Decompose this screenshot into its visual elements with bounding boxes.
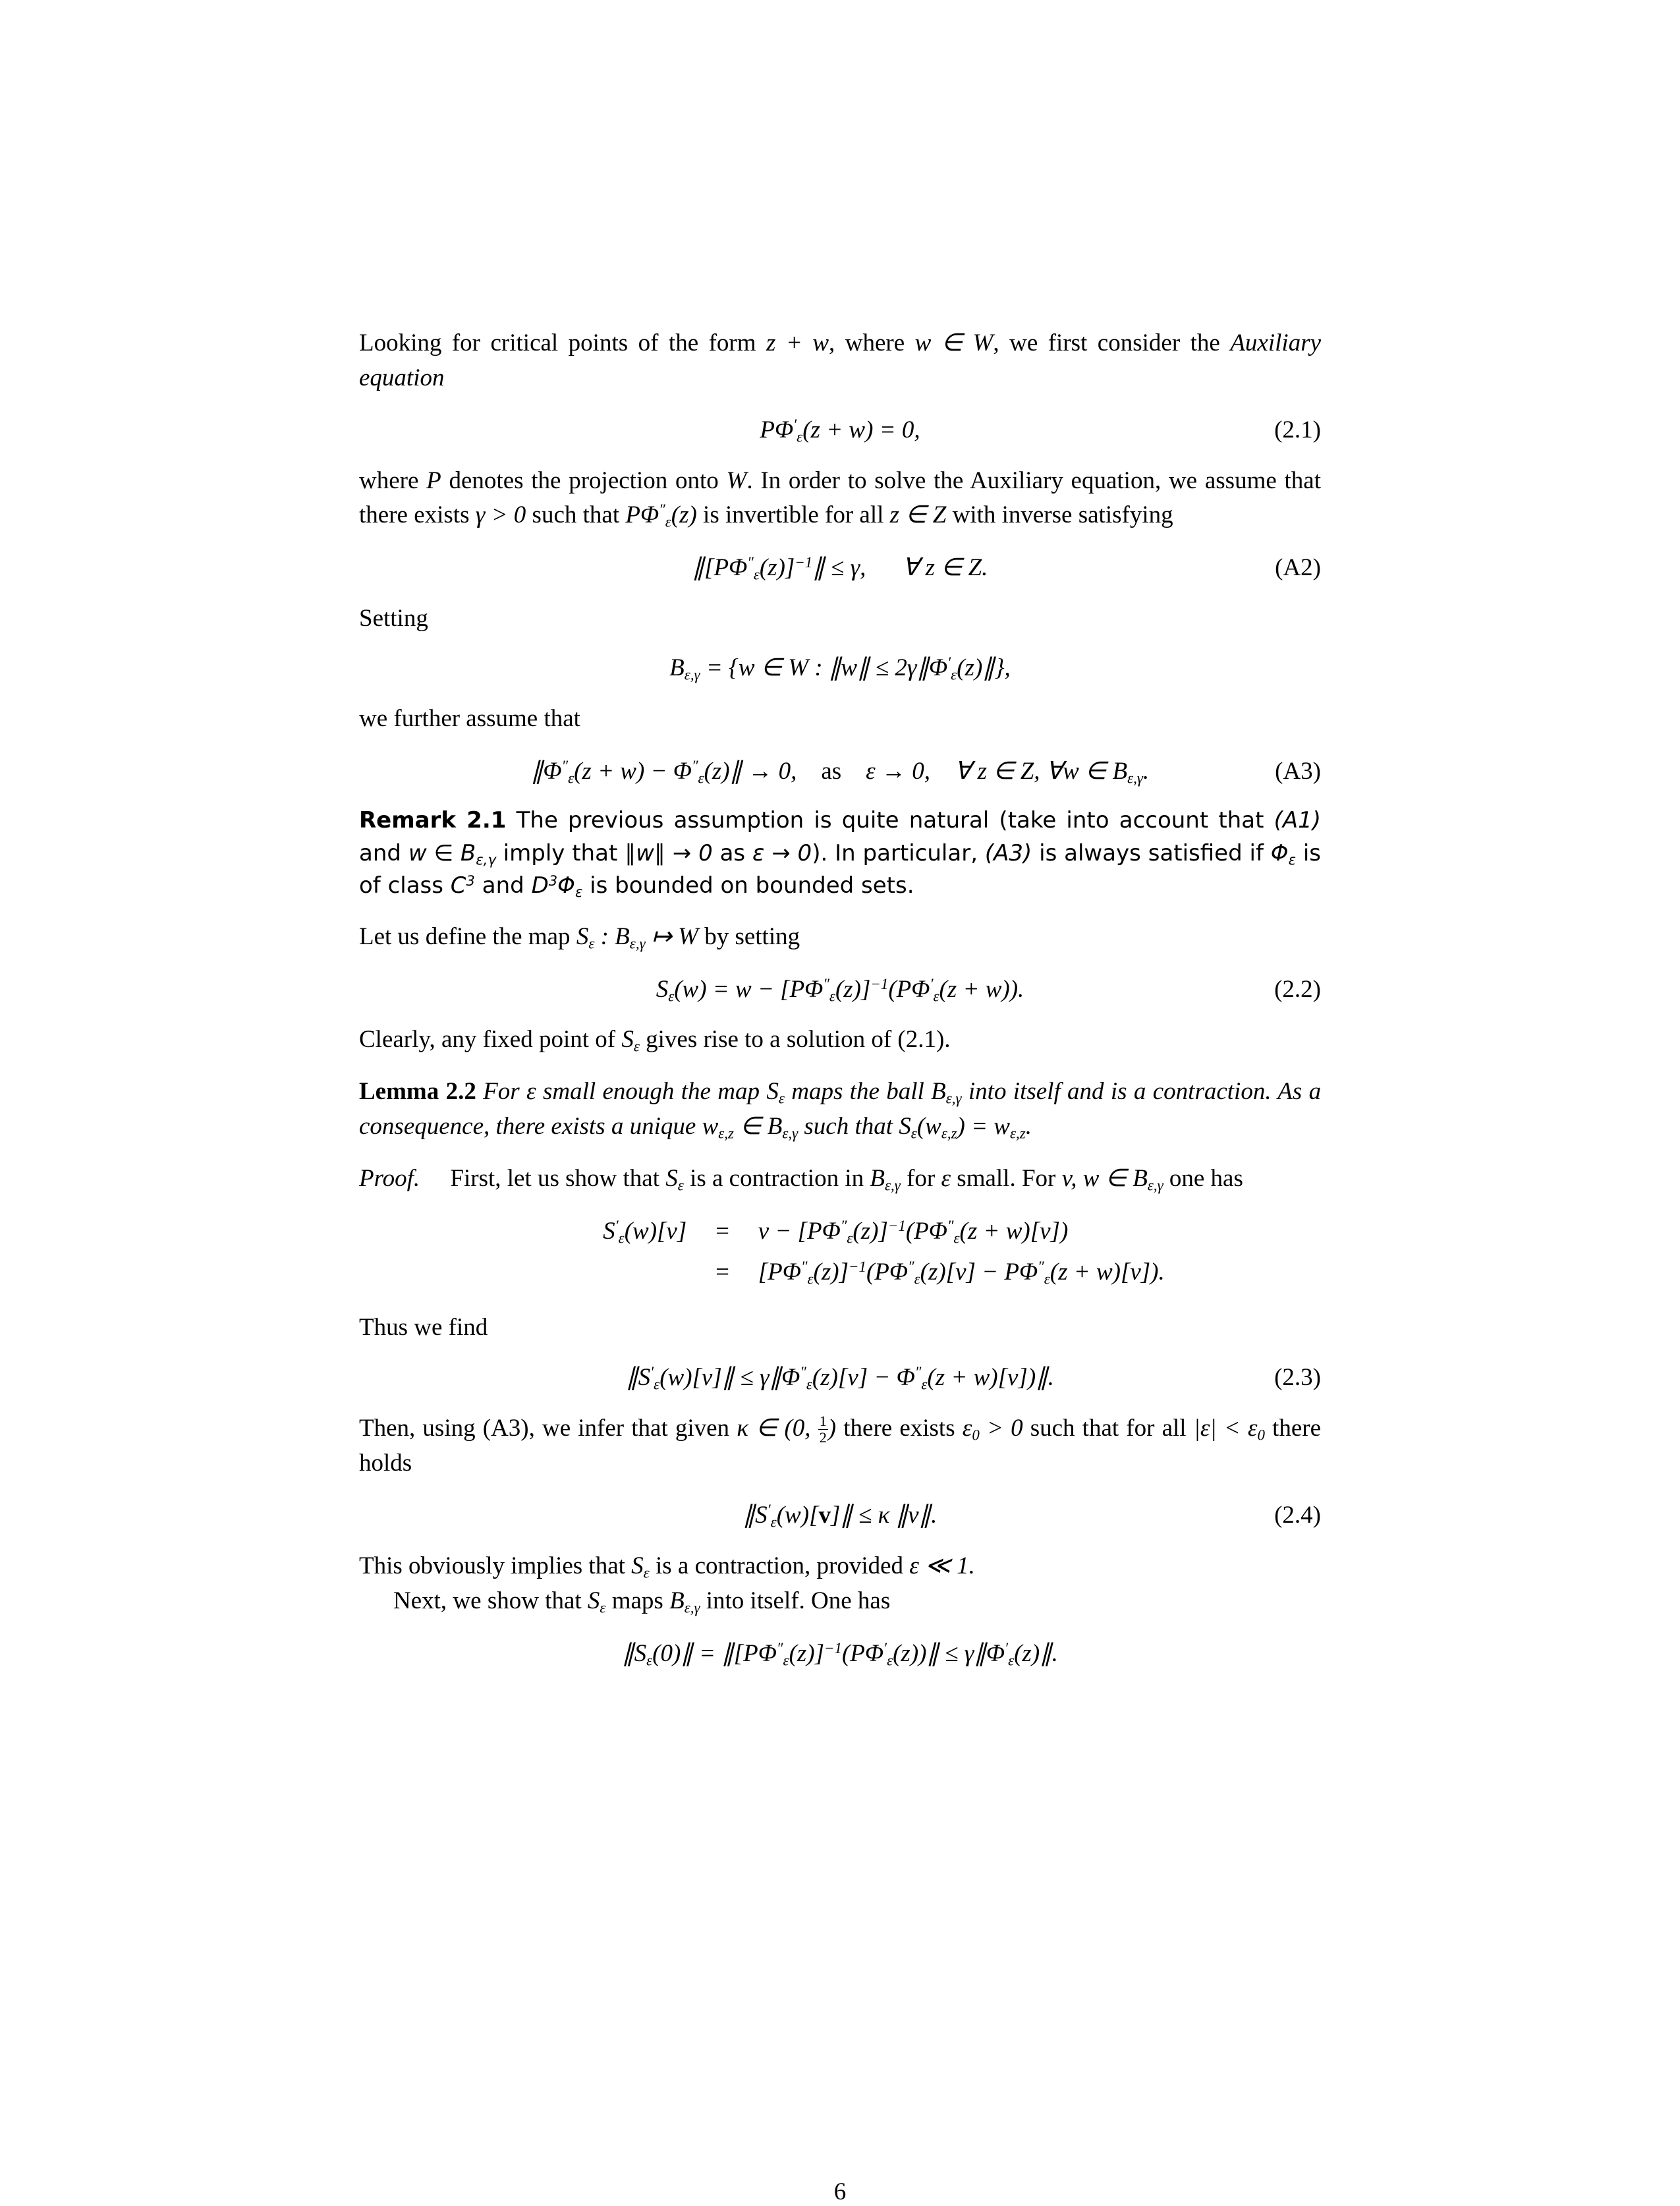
math-kappa-interval: κ ∈ (0, $\frac{1}{2}$ ) — [737, 1413, 837, 1446]
equation-body: $S_\varepsilon(w) = w - [P\Phi''_\varepsilon(z)]^{-1}(P\Phi'_\varepsilon(z + w))$. — [656, 975, 1024, 1004]
math-ball: $B_{\varepsilon,\gamma}$ — [931, 1078, 962, 1107]
text-run: Thus we find — [359, 1314, 488, 1342]
math-w-in-B: w ∈ $B_{\varepsilon,\gamma}$ — [408, 839, 496, 868]
text-run: imply that — [503, 839, 618, 866]
paragraph-projection — [359, 464, 1321, 534]
text-run: there holds — [359, 1414, 1322, 1477]
equation-body: $B_{\varepsilon,\gamma} = \{w$ ∈ W : ∥w∥ ≤ $2\gamma\parallel\Phi'_\varepsilon(z)\parallel$}, — [669, 654, 1011, 683]
math-eps: ε — [941, 1165, 951, 1193]
text-run: one has — [1169, 1165, 1243, 1193]
math-eps-to-0: ε → 0 — [752, 839, 812, 866]
text-run: and — [359, 839, 401, 866]
text-run: gives rise to a solution of (2.1). — [646, 1026, 951, 1054]
text-run: Then, using (A3), we infer that given — [359, 1414, 730, 1442]
text-run: The previous assumption is quite natural (take into account that — [516, 807, 1264, 834]
equation-2-3-number: (2.3) — [1274, 1364, 1321, 1391]
math-eps: ε — [526, 1078, 536, 1106]
text-run: , we first consider the — [993, 329, 1220, 356]
equation-body: $\parallel[P\Phi''_\varepsilon(z)]^{-1}\parallel \le \gamma$, ∀ z ∈ Z. — [692, 554, 988, 583]
math-ball: $B_{\varepsilon,\gamma}$ — [669, 1587, 700, 1616]
aligned-row: = $[P\Phi''_\varepsilon(z)]^{-1}(P\Phi''_\varepsilon(z)[v] - P\Phi''_\varepsilon(z + w)[v])$. — [489, 1255, 1164, 1290]
text-run: Let us define the map — [359, 922, 571, 950]
paragraph-thus-we-find — [359, 1311, 1321, 1345]
text-run: such that for all — [1030, 1414, 1187, 1442]
math-abs-eps: $|\varepsilon| < \varepsilon_0$ — [1193, 1414, 1265, 1444]
text-run: , where — [829, 329, 905, 356]
equation-2-4 — [359, 1498, 1321, 1533]
math-C3: $C^3$ — [450, 872, 475, 899]
equation-2-3 — [359, 1360, 1321, 1396]
equation-body: $P\Phi'_\varepsilon(z + w) = 0$, — [760, 416, 920, 445]
math-S-eps: $S_\varepsilon$ — [665, 1165, 684, 1194]
text-run: Setting — [359, 604, 428, 632]
paragraph-further-assume — [359, 702, 1321, 737]
paragraph-then-using-A3 — [359, 1411, 1321, 1481]
paragraph-define-map — [359, 920, 1321, 955]
math-eps-ll-1: ε ≪ 1. — [909, 1552, 975, 1579]
text-run: with inverse satisfying — [952, 501, 1173, 529]
text-run: ). In particular, — [812, 839, 978, 866]
aligned-equations — [489, 1214, 1164, 1295]
equation-2-4-number: (2.4) — [1274, 1502, 1321, 1529]
math-S-eps: $S_\varepsilon$ — [621, 1026, 640, 1055]
equation-A2-number: (A2) — [1275, 554, 1321, 582]
text-run: is invertible for all — [703, 501, 884, 529]
text-run: Next, we show that — [393, 1587, 582, 1614]
equation-S-zero-bound — [359, 1636, 1321, 1672]
text-run: for — [907, 1165, 936, 1193]
text-run: there exists — [843, 1414, 955, 1442]
relation-symbol: = — [715, 1218, 729, 1245]
text-run: is of class — [359, 839, 1321, 899]
math-W: W — [726, 467, 747, 494]
math-v-w-in-B: v, w ∈ $B_{\varepsilon,\gamma}$ — [1061, 1165, 1163, 1194]
text-run: maps — [611, 1587, 663, 1614]
text-run: into itself and is a contraction. As a consequence, there exists a unique — [359, 1078, 1322, 1141]
lemma-2-2 — [359, 1075, 1321, 1145]
proof-label: Proof. — [359, 1165, 420, 1193]
math-S-eps: $S_\varepsilon$ — [631, 1552, 650, 1581]
page-number: 6 — [833, 2178, 847, 2205]
math-A3: (A3) — [984, 839, 1032, 866]
equation-A3 — [359, 754, 1321, 789]
text-run: is a contraction in — [690, 1165, 864, 1193]
math-fixed-point: $S_\varepsilon(w_{\varepsilon,z}) = w_{\varepsilon,z}$. — [899, 1113, 1032, 1142]
equation-body: $\parallel S'_\varepsilon(w)[v]\parallel$ ≤ $\gamma\parallel\Phi''_\varepsilon(z)[v] - \Phi''_\varepsilon(z$ + w)[v])∥. — [626, 1364, 1054, 1393]
paragraph-obviously-implies — [359, 1549, 1321, 1584]
equation-body: $\parallel\Phi''_\varepsilon(z + w)$ − $\Phi''_\varepsilon(z)\parallel \to 0$, as ε → 0, ∀ z ∈ Z, ∀w ∈ $B_{\varepsilon,\gamma}$. — [530, 757, 1150, 787]
text-run: denotes the projection onto — [449, 467, 719, 494]
text-run: maps the ball — [791, 1078, 924, 1106]
math-ball: $B_{\varepsilon,\gamma}$ — [870, 1165, 901, 1194]
text-run: and — [482, 872, 524, 899]
math-z-plus-w: z + w — [766, 329, 829, 356]
math-D3Phi: $D^3\Phi_\varepsilon$ — [531, 872, 583, 900]
math-A1: (A1) — [1274, 807, 1322, 834]
math-z-in-Z: z ∈ Z — [889, 501, 947, 529]
equation-ball-definition — [359, 650, 1321, 686]
text-run: is always satisfied if — [1039, 839, 1264, 866]
text-run: is a contraction, provided — [655, 1552, 904, 1579]
paragraph-setting — [359, 602, 1321, 636]
math-PPhi-second: $P\Phi''_\varepsilon(z)$ — [625, 501, 697, 530]
text-run: such that — [804, 1113, 893, 1141]
remark-2-1 — [359, 805, 1321, 902]
equation-2-2-number: (2.2) — [1274, 975, 1321, 1003]
math-eps0: $\varepsilon_0 > 0$ — [962, 1414, 1023, 1444]
math-P: P — [426, 467, 441, 494]
equation-A3-number: (A3) — [1275, 757, 1321, 785]
paragraph-clearly — [359, 1023, 1321, 1058]
remark-label: Remark 2.1 — [359, 807, 507, 834]
text-run: where — [359, 467, 419, 494]
equation-2-1 — [359, 412, 1321, 448]
text-run: Clearly, any fixed point of — [359, 1026, 616, 1054]
text-run: we further assume that — [359, 705, 580, 733]
math-gamma-gt-0: γ > 0 — [475, 501, 526, 529]
math-Phi-eps: $\Phi_\varepsilon$ — [1270, 839, 1296, 868]
page-content — [359, 326, 1321, 1687]
text-run: First, let us show that — [450, 1165, 660, 1193]
equation-2-1-number: (2.1) — [1274, 416, 1321, 444]
text-run: such that — [532, 501, 620, 529]
text-run: as — [719, 839, 746, 866]
text-run: small enough the map — [542, 1078, 760, 1106]
equation-body: $\parallel S_\varepsilon(0)\parallel$ = $\parallel[P\Phi''_\varepsilon(z)]^{-1}(P\Phi'_\varepsilon(z))\parallel$ ≤ $\gamma\parallel\Phi'_\varepsilon(z)\parallel$. — [622, 1639, 1058, 1669]
text-run: This obviously implies that — [359, 1552, 625, 1579]
aligned-row: $S'_\varepsilon(w)[v] = v - [P\Phi''_\varepsilon(z)]^{-1}(P\Phi''_\varepsilon(z + w)[v])$ — [489, 1214, 1164, 1249]
relation-symbol: = — [715, 1258, 729, 1286]
paragraph-intro — [359, 326, 1321, 395]
text-run: small. For — [957, 1165, 1056, 1193]
equation-derivative-derivation — [359, 1214, 1321, 1295]
text-run: into itself. One has — [706, 1587, 891, 1614]
paragraph-next-maps-into-itself — [359, 1584, 1321, 1619]
proof-paragraph — [359, 1162, 1321, 1197]
text-run: For — [483, 1078, 520, 1106]
math-S-eps: $S_\varepsilon$ — [766, 1078, 785, 1107]
equation-A2 — [359, 550, 1321, 586]
text-run: by setting — [704, 922, 800, 950]
math-norm-w-to-0: ∥w∥ → 0 — [625, 839, 713, 866]
text-run: . In order to solve the Auxiliary equation, we assume that there exists — [359, 467, 1322, 529]
equation-body: $\parallel S'_\varepsilon(w)[v]\parallel \le \kappa$ ∥v∥. — [742, 1502, 938, 1531]
math-w-eps-z: $w_{\varepsilon,z}$ ∈ $B_{\varepsilon,\gamma}$ — [702, 1113, 798, 1142]
math-S-eps: $S_\varepsilon$ — [587, 1587, 606, 1616]
math-w-in-W: w ∈ W — [914, 329, 994, 356]
equation-A3-as: as — [821, 757, 842, 785]
math-S-map: $S_\varepsilon$ : $B_{\varepsilon,\gamma}$ ↦ W — [576, 922, 698, 951]
text-run: is bounded on bounded sets. — [590, 872, 914, 899]
lemma-label: Lemma 2.2 — [359, 1078, 476, 1106]
text-run: Looking for critical points of the form — [359, 329, 756, 356]
term-auxiliary-equation: Auxiliary equation — [359, 329, 1322, 391]
equation-2-2 — [359, 972, 1321, 1007]
